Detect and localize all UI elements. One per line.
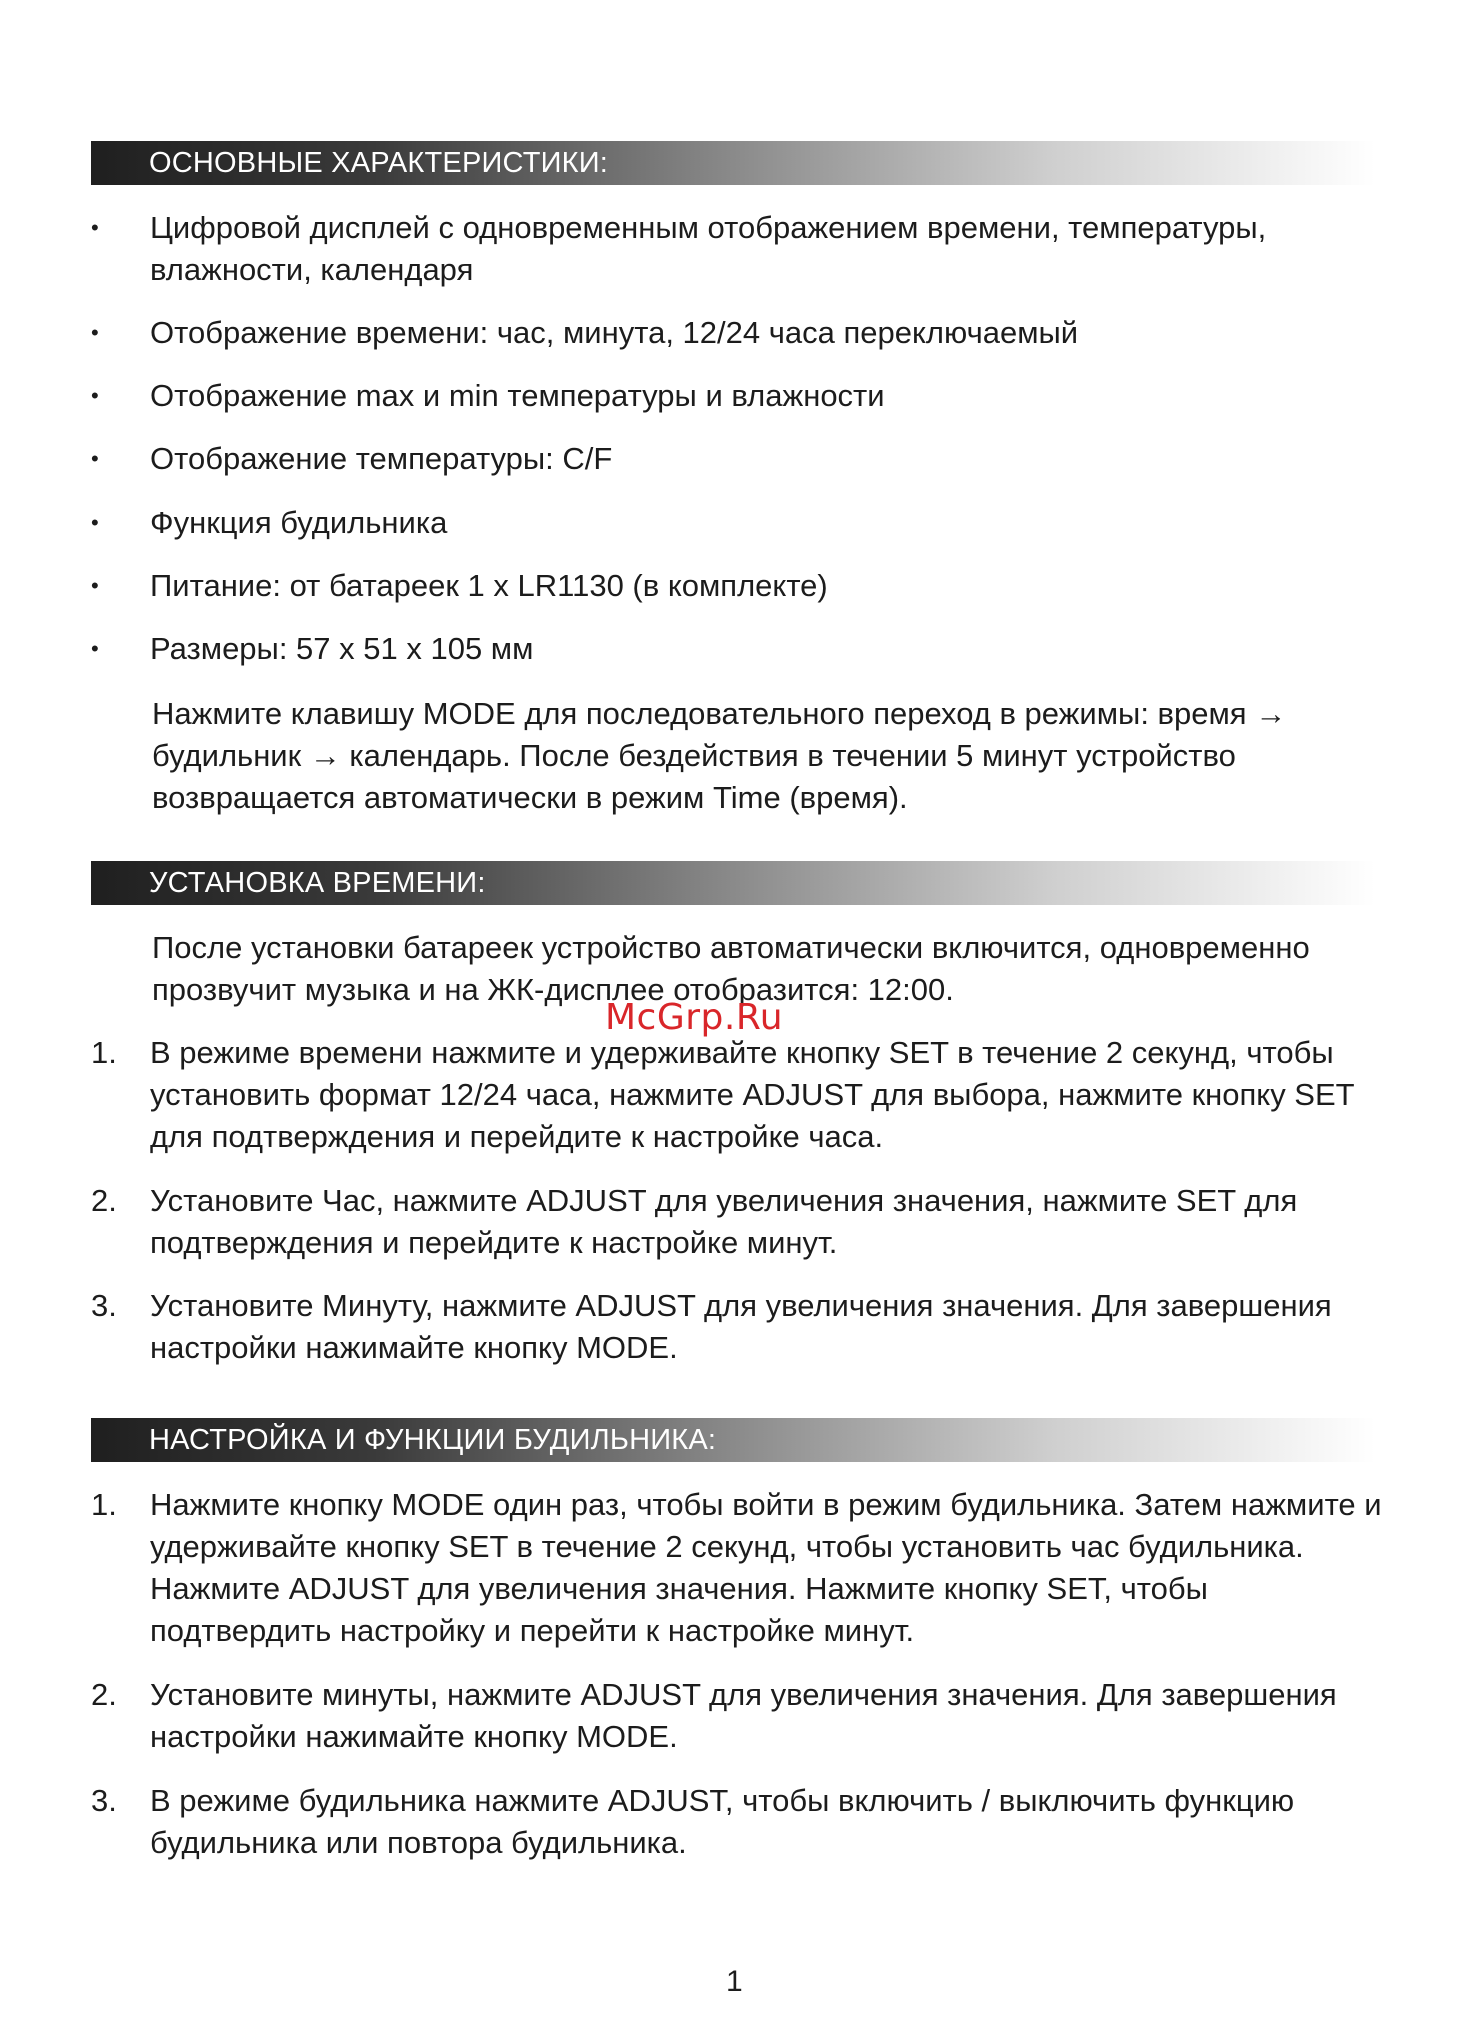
time-step bbox=[91, 1032, 1391, 1158]
feature-text: Размеры: 57 x 51 x 105 мм bbox=[150, 631, 534, 666]
time-step bbox=[91, 1180, 1391, 1264]
step-number: 2. bbox=[91, 1183, 117, 1218]
bullet-marker: • bbox=[91, 573, 99, 598]
section-header-features: ОСНОВНЫЕ ХАРАКТЕРИСТИКИ: bbox=[91, 141, 1375, 185]
watermark: McGrp.Ru bbox=[605, 997, 784, 1038]
bullet-marker: • bbox=[91, 446, 99, 471]
step-number: 1. bbox=[91, 1035, 117, 1070]
step-text: В режиме времени нажмите и удерживайте кнопку SET в течение 2 секунд, чтобы установить формат 12/24 часа, нажмите ADJUST для выбора, нажмите кнопку SET для подтверждения и перейдите к настройке часа. bbox=[150, 1035, 1355, 1154]
alarm-step bbox=[91, 1780, 1391, 1864]
page-number: 1 bbox=[726, 1965, 743, 1998]
bullet-marker: • bbox=[91, 636, 99, 661]
feature-text: Отображение времени: час, минута, 12/24 часа переключаемый bbox=[150, 315, 1079, 350]
bullet-marker: • bbox=[91, 215, 99, 240]
step-number: 1. bbox=[91, 1487, 117, 1522]
feature-item bbox=[91, 502, 1391, 544]
step-number: 2. bbox=[91, 1677, 117, 1712]
alarm-step bbox=[91, 1484, 1391, 1652]
feature-item bbox=[91, 312, 1391, 354]
feature-text: Питание: от батареек 1 x LR1130 (в комплекте) bbox=[150, 568, 828, 603]
feature-item bbox=[91, 207, 1391, 291]
step-number: 3. bbox=[91, 1783, 117, 1818]
feature-text: Отображение температуры: C/F bbox=[150, 441, 613, 476]
step-number: 3. bbox=[91, 1288, 117, 1323]
bullet-marker: • bbox=[91, 510, 99, 535]
feature-text: Цифровой дисплей с одновременным отображением времени, температуры, влажности, календаря bbox=[150, 210, 1267, 287]
step-text: Установите Минуту, нажмите ADJUST для увеличения значения. Для завершения настройки нажимайте кнопку MODE. bbox=[150, 1288, 1332, 1365]
feature-item bbox=[91, 565, 1391, 607]
feature-item bbox=[91, 375, 1391, 417]
feature-text: Функция будильника bbox=[150, 505, 448, 540]
step-text: Нажмите кнопку MODE один раз, чтобы войти в режим будильника. Затем нажмите и удерживайте кнопку SET в течение 2 секунд, чтобы установить час будильника. Нажмите ADJUST для увеличения значения. Нажмите кнопку SET, чтобы подтвердить настройку и перейти к настройке минут. bbox=[150, 1487, 1382, 1648]
feature-item bbox=[91, 438, 1391, 480]
time-step bbox=[91, 1285, 1391, 1369]
step-text: В режиме будильника нажмите ADJUST, чтобы включить / выключить функцию будильника или повтора будильника. bbox=[150, 1783, 1295, 1860]
feature-text: Отображение max и min температуры и влажности bbox=[150, 378, 885, 413]
bullet-marker: • bbox=[91, 383, 99, 408]
time-setting-intro: После установки батареек устройство автоматически включится, одновременно прозвучит музыка и на ЖК-дисплее отобразится: 12:00. bbox=[152, 930, 1310, 1007]
mode-note: Нажмите клавишу MODE для последовательного переход в режимы: время → будильник → календарь. После бездействия в течении 5 минут устройство возвращается автоматически в режим Time (время). bbox=[152, 696, 1287, 815]
bullet-marker: • bbox=[91, 320, 99, 345]
step-text: Установите минуты, нажмите ADJUST для увеличения значения. Для завершения настройки нажимайте кнопку MODE. bbox=[150, 1677, 1337, 1754]
section-header-alarm: НАСТРОЙКА И ФУНКЦИИ БУДИЛЬНИКА: bbox=[91, 1418, 1375, 1462]
section-header-time-setting: УСТАНОВКА ВРЕМЕНИ: bbox=[91, 861, 1375, 905]
alarm-step bbox=[91, 1674, 1391, 1758]
feature-item bbox=[91, 628, 1391, 670]
step-text: Установите Час, нажмите ADJUST для увеличения значения, нажмите SET для подтверждения и перейдите к настройке минут. bbox=[150, 1183, 1298, 1260]
